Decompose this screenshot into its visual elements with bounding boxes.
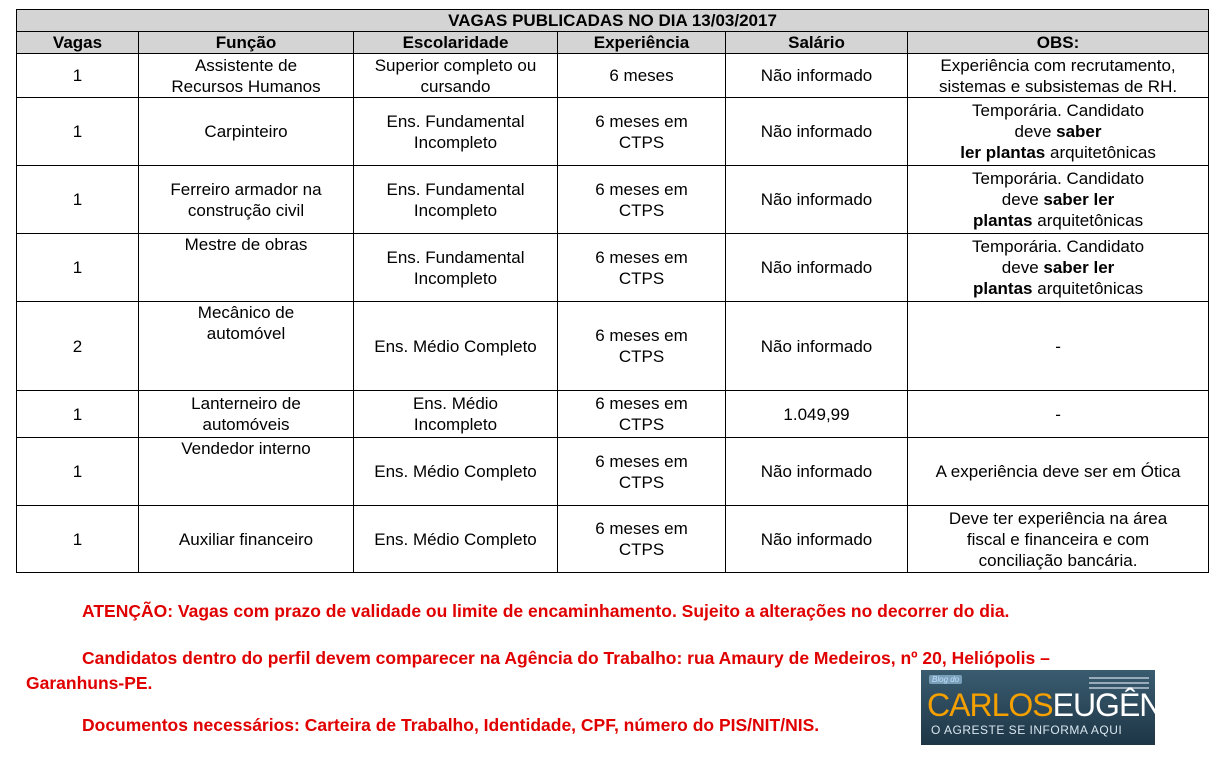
salario-cell: Não informado	[726, 166, 908, 234]
escolaridade-cell	[354, 54, 558, 98]
attention-note: ATENÇÃO: Vagas com prazo de validade ou limite de encaminhamento. Sujeito a alterações no decorrer do dia.	[82, 601, 1010, 621]
escolaridade-cell	[354, 98, 558, 166]
obs-line	[912, 236, 1204, 257]
obs-line	[912, 210, 1204, 231]
obs-line	[912, 76, 1204, 97]
funcao-cell	[139, 234, 354, 302]
experiencia-cell-line: CTPS	[618, 540, 665, 559]
obs-cell	[908, 98, 1209, 166]
experiencia-cell-line: 6 meses em	[595, 111, 688, 131]
salario-cell: 1.049,99	[726, 391, 908, 438]
escolaridade-cell-line: cursando	[420, 76, 491, 96]
logo-fine-print	[1089, 674, 1149, 688]
experiencia-cell-line: 6 meses em	[595, 451, 688, 471]
escolaridade-cell	[354, 391, 558, 438]
job-vacancies-table	[16, 9, 1209, 573]
obs-text: Temporária. Candidato	[972, 169, 1145, 188]
salario-cell: Não informado	[726, 54, 908, 98]
obs-text: conciliação bancária.	[978, 550, 1138, 570]
funcao-cell-line: Carpinteiro	[204, 122, 288, 141]
obs-text: arquitetônicas	[1032, 279, 1144, 298]
salario-cell: Não informado	[726, 234, 908, 302]
obs-line	[912, 257, 1204, 278]
obs-text: -	[1055, 404, 1061, 424]
column-header: Escolaridade	[354, 32, 558, 54]
experiencia-cell-line: CTPS	[618, 472, 665, 492]
escolaridade-cell-line: Incompleto	[413, 200, 498, 220]
escolaridade-cell-line: Ens. Médio Completo	[374, 462, 537, 481]
obs-text: saber ler	[1043, 190, 1115, 209]
vagas-cell: 1	[17, 438, 139, 506]
experiencia-cell-line: 6 meses em	[595, 179, 688, 199]
candidates-note-line2: Garanhuns-PE.	[26, 673, 153, 693]
obs-cell	[908, 234, 1209, 302]
obs-line	[912, 461, 1204, 482]
table-row	[17, 234, 1209, 302]
obs-text: plantas	[972, 279, 1033, 298]
funcao-cell-line: construção civil	[187, 200, 305, 220]
obs-text: Deve ter experiência na área	[948, 508, 1168, 528]
obs-line	[912, 168, 1204, 189]
obs-line	[912, 121, 1204, 142]
obs-text: A experiência deve ser em Ótica	[935, 462, 1181, 481]
escolaridade-cell	[354, 302, 558, 391]
experiencia-cell	[558, 166, 726, 234]
obs-line	[912, 278, 1204, 299]
table-title: VAGAS PUBLICADAS NO DIA 13/03/2017	[17, 10, 1209, 32]
salario-cell: Não informado	[726, 506, 908, 573]
obs-text: deve	[1014, 122, 1057, 141]
salario-cell: Não informado	[726, 302, 908, 391]
funcao-cell	[139, 166, 354, 234]
obs-line	[912, 100, 1204, 121]
vagas-cell: 1	[17, 54, 139, 98]
vagas-cell: 1	[17, 98, 139, 166]
table-body	[17, 54, 1209, 573]
experiencia-cell-line: CTPS	[618, 415, 665, 434]
experiencia-cell	[558, 98, 726, 166]
funcao-cell-line: Mestre de obras	[184, 235, 308, 254]
obs-cell	[908, 506, 1209, 573]
experiencia-cell	[558, 391, 726, 438]
logo-slogan: O AGRESTE SE INFORMA AQUI	[931, 723, 1123, 737]
experiencia-cell-line: 6 meses em	[595, 326, 688, 345]
funcao-cell-line: Recursos Humanos	[171, 76, 321, 96]
experiencia-cell	[558, 54, 726, 98]
obs-text: -	[1055, 336, 1061, 356]
experiencia-cell-line: CTPS	[618, 200, 665, 220]
experiencia-cell-line: 6 meses em	[595, 394, 688, 413]
obs-cell	[908, 438, 1209, 506]
obs-line	[912, 189, 1204, 210]
documents-note: Documentos necessários: Carteira de Trabalho, Identidade, CPF, número do PIS/NIT/NIS.	[82, 715, 820, 735]
funcao-cell	[139, 391, 354, 438]
salario-cell: Não informado	[726, 98, 908, 166]
salario-cell: Não informado	[726, 438, 908, 506]
funcao-cell-line: Assistente de	[194, 55, 298, 75]
column-header: Salário	[726, 32, 908, 54]
experiencia-cell	[558, 234, 726, 302]
escolaridade-cell	[354, 506, 558, 573]
candidates-note-line1: Candidatos dentro do perfil devem comparecer na Agência do Trabalho: rua Amaury de Medeiros, nº 20, Heliópolis –	[82, 648, 1050, 668]
funcao-cell-line: automóvel	[206, 324, 286, 343]
obs-text: Experiência com recrutamento,	[940, 55, 1176, 75]
obs-text: arquitetônicas	[1032, 211, 1144, 230]
experiencia-cell-line: CTPS	[618, 268, 665, 288]
experiencia-cell-line: 6 meses em	[595, 519, 688, 538]
experiencia-cell	[558, 302, 726, 391]
funcao-cell-line: automóveis	[202, 415, 290, 434]
funcao-cell-line: Vendedor interno	[181, 439, 311, 458]
experiencia-cell-line: CTPS	[618, 132, 665, 152]
obs-text: deve	[1001, 190, 1044, 209]
obs-line	[912, 55, 1204, 76]
funcao-cell-line: Ferreiro armador na	[170, 179, 322, 199]
table-row	[17, 302, 1209, 391]
funcao-cell-line: Mecânico de	[197, 303, 295, 322]
obs-line	[912, 508, 1204, 529]
vagas-cell: 1	[17, 234, 139, 302]
logo-name	[927, 687, 1193, 724]
escolaridade-cell-line: Ens. Fundamental	[386, 247, 525, 267]
header-row	[17, 32, 1209, 54]
funcao-cell	[139, 54, 354, 98]
obs-text: arquitetônicas	[1045, 143, 1156, 162]
escolaridade-cell-line: Ens. Fundamental	[386, 179, 525, 199]
obs-cell	[908, 54, 1209, 98]
escolaridade-cell-line: Ens. Médio	[412, 394, 499, 413]
escolaridade-cell-line: Superior completo ou	[374, 55, 537, 75]
obs-cell	[908, 391, 1209, 438]
obs-line	[912, 550, 1204, 571]
escolaridade-cell	[354, 438, 558, 506]
escolaridade-cell-line: Ens. Médio Completo	[374, 336, 537, 356]
obs-text: sistemas e subsistemas de RH.	[938, 76, 1178, 96]
escolaridade-cell-line: Ens. Fundamental	[386, 111, 525, 131]
vagas-cell: 2	[17, 302, 139, 391]
experiencia-cell	[558, 506, 726, 573]
blog-logo	[921, 670, 1194, 745]
experiencia-cell-line: CTPS	[618, 347, 665, 366]
escolaridade-cell	[354, 234, 558, 302]
escolaridade-cell-line: Incompleto	[413, 415, 498, 434]
obs-line	[912, 529, 1204, 550]
column-header: Função	[139, 32, 354, 54]
obs-text: ler plantas	[960, 143, 1046, 162]
funcao-cell-line: Auxiliar financeiro	[178, 529, 314, 549]
table-row	[17, 506, 1209, 573]
obs-line	[912, 142, 1204, 163]
funcao-cell	[139, 302, 354, 391]
escolaridade-cell-line: Incompleto	[413, 268, 498, 288]
experiencia-cell-line: 6 meses em	[595, 247, 688, 267]
funcao-cell	[139, 506, 354, 573]
obs-line	[912, 404, 1204, 425]
table-row	[17, 54, 1209, 98]
obs-line	[912, 336, 1204, 357]
table-row	[17, 391, 1209, 438]
obs-text: fiscal e financeira e com	[966, 529, 1150, 549]
obs-text: saber	[1056, 122, 1102, 141]
vagas-cell: 1	[17, 506, 139, 573]
table-row	[17, 98, 1209, 166]
experiencia-cell	[558, 438, 726, 506]
funcao-cell	[139, 98, 354, 166]
column-header: Experiência	[558, 32, 726, 54]
escolaridade-cell-line: Incompleto	[413, 132, 498, 152]
obs-text: deve	[1001, 258, 1044, 277]
column-header: Vagas	[17, 32, 139, 54]
experiencia-cell-line: 6 meses	[609, 66, 674, 85]
funcao-cell-line: Lanterneiro de	[191, 394, 301, 413]
obs-cell	[908, 302, 1209, 391]
funcao-cell	[139, 438, 354, 506]
obs-text: Temporária. Candidato	[972, 237, 1145, 256]
obs-cell	[908, 166, 1209, 234]
logo-name-part2: EUGÊNIO	[1052, 687, 1194, 723]
obs-text: plantas	[972, 211, 1033, 230]
logo-blog-tag: Blog do	[929, 675, 962, 684]
obs-text: saber ler	[1043, 258, 1115, 277]
column-header: OBS:	[908, 32, 1209, 54]
vagas-cell: 1	[17, 391, 139, 438]
escolaridade-cell	[354, 166, 558, 234]
vagas-cell: 1	[17, 166, 139, 234]
table-row	[17, 166, 1209, 234]
logo-name-part1: CARLOS	[927, 687, 1053, 723]
escolaridade-cell-line: Ens. Médio Completo	[374, 529, 537, 549]
obs-text: Temporária. Candidato	[972, 101, 1145, 120]
table-row	[17, 438, 1209, 506]
